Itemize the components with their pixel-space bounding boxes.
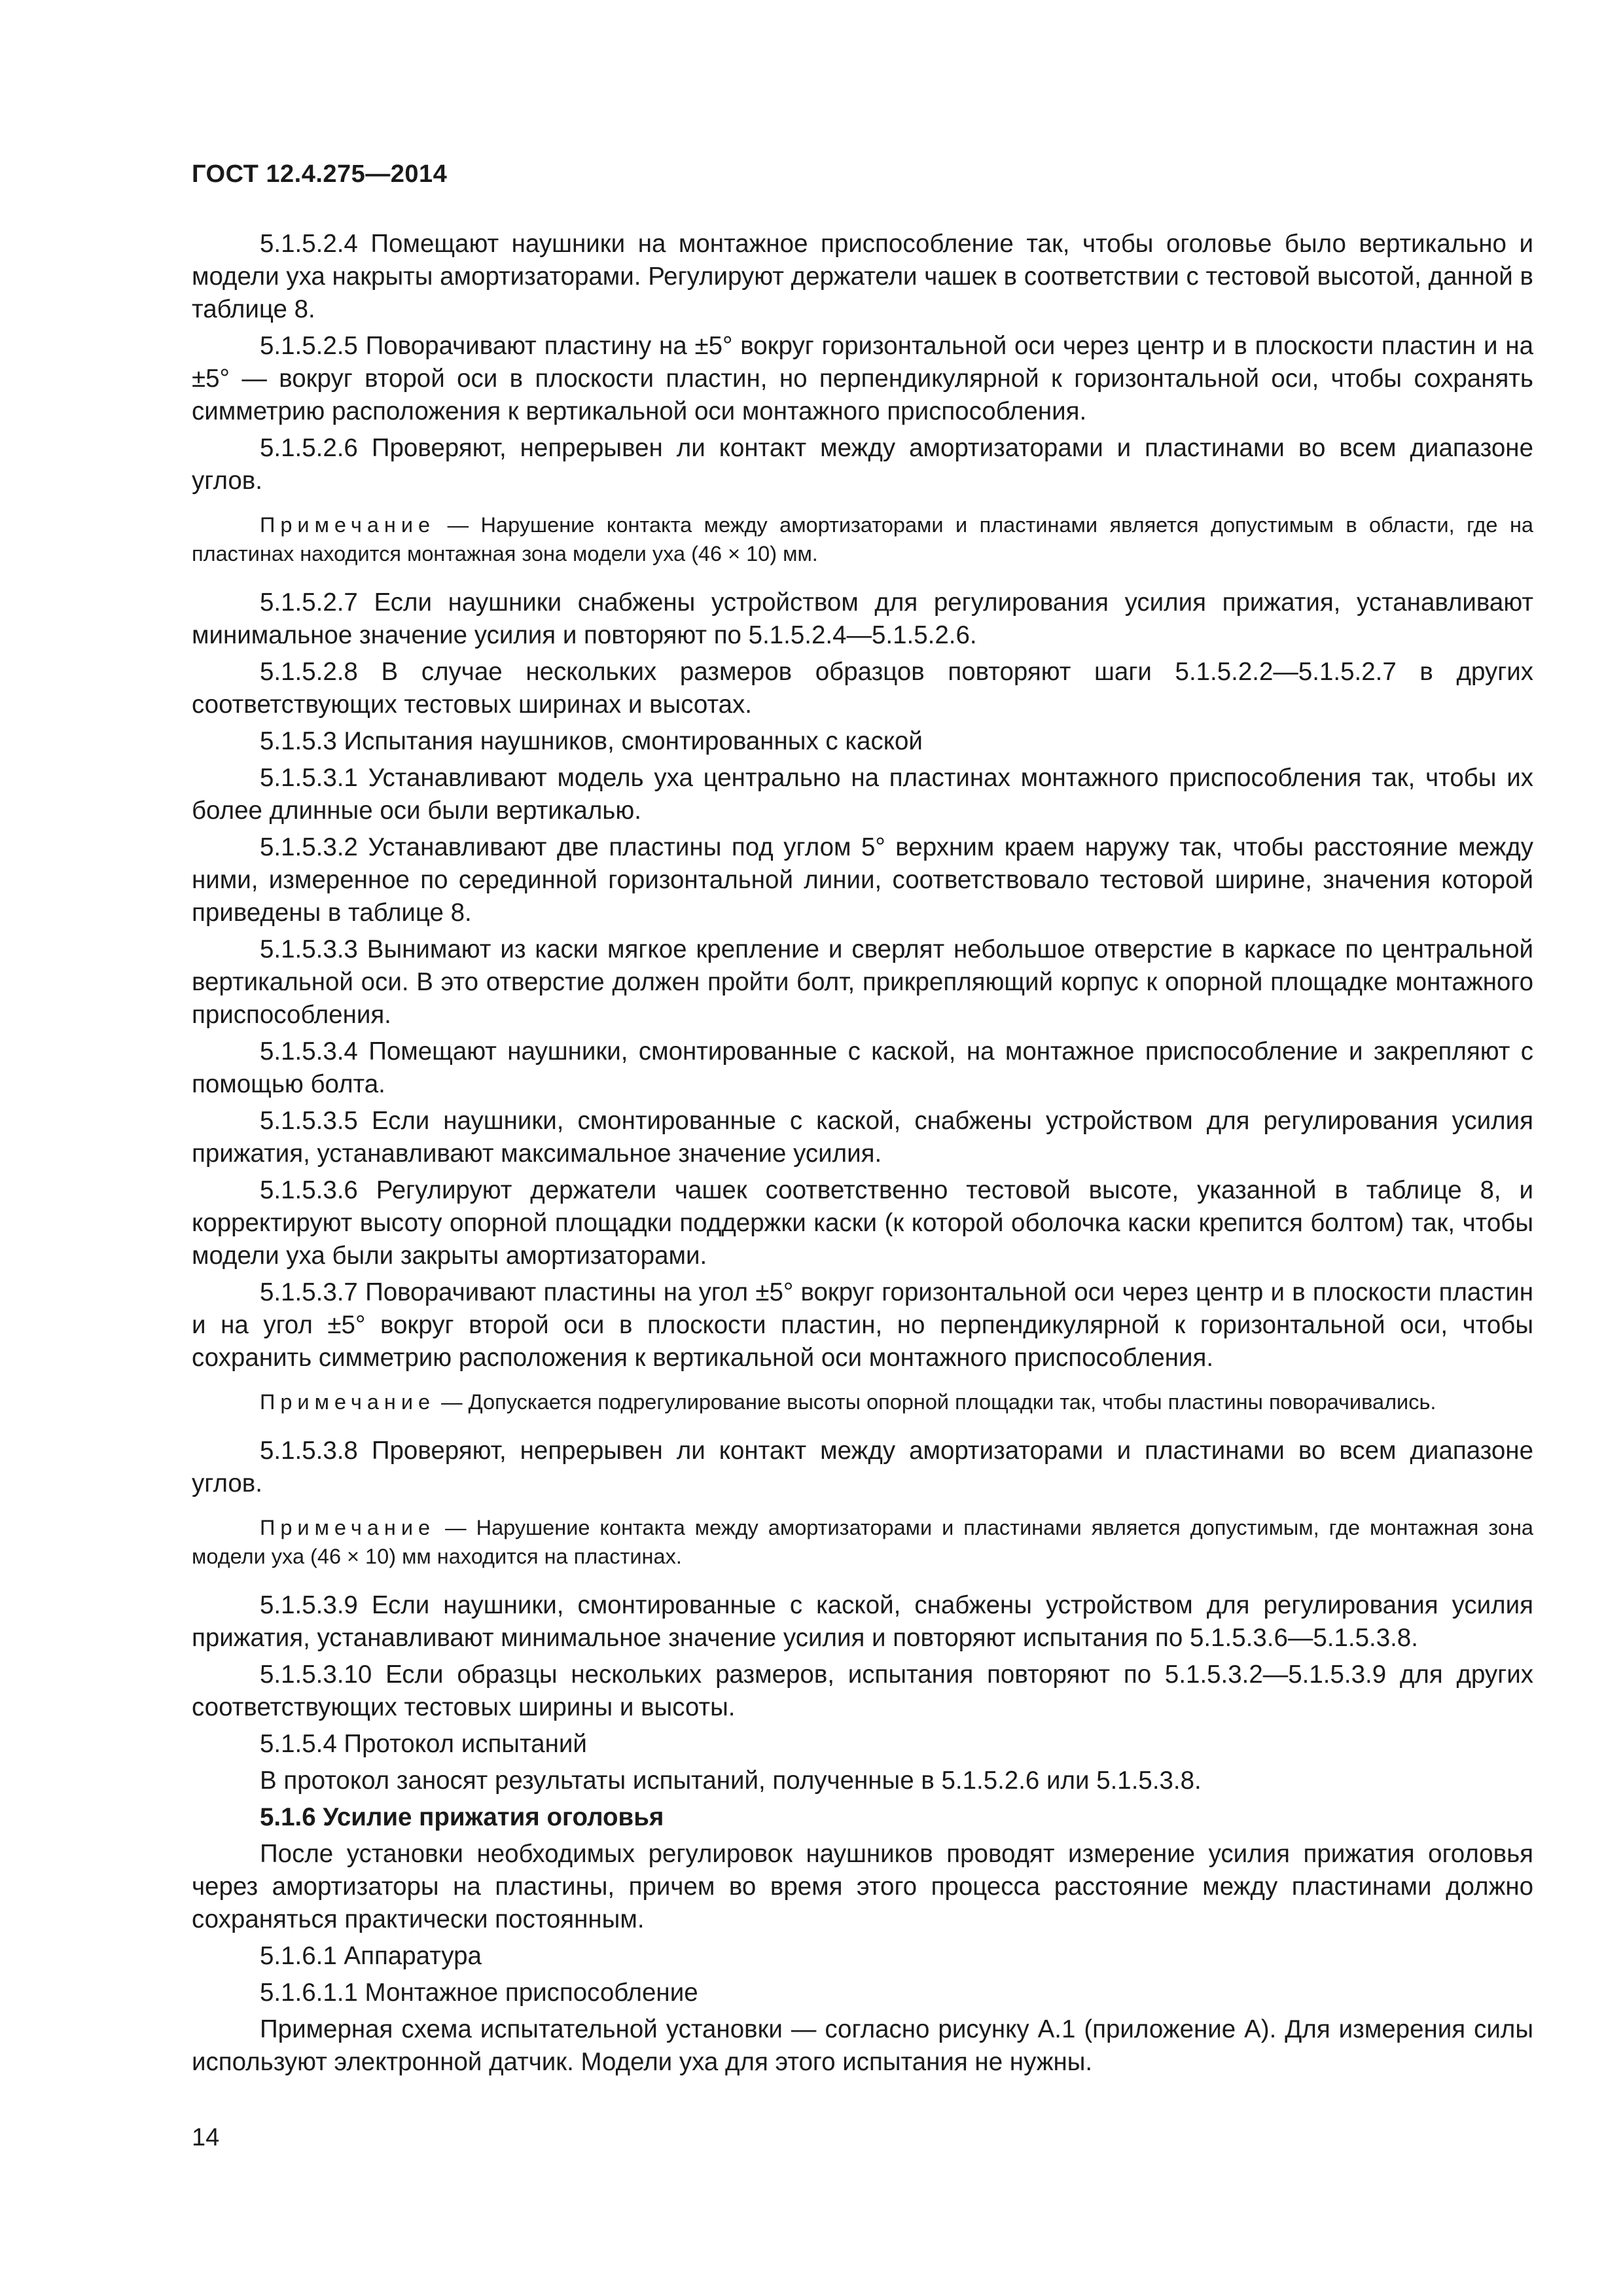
paragraph-5-1-5-3-2: 5.1.5.3.2 Устанавливают две пластины под углом 5° верхним краем наружу так, чтобы расстояние между ними, измеренное по серединной горизонтальной линии, соответствовало тестовой ширине, значения которой приведены в таблице 8. [192, 833, 1533, 927]
paragraph-5-1-6-intro: После установки необходимых регулировок наушников проводят измерение усилия прижатия оголовья через амортизаторы на пластины, причем во время этого процесса расстояние между пластинами должно сохраняться практически постоянным. [192, 1840, 1533, 1933]
note-3 [192, 1513, 1533, 1571]
paragraph-5-1-6-1-1: 5.1.6.1.1 Монтажное приспособление [260, 1979, 698, 2007]
note-text: — Нарушение контакта между амортизаторами и пластинами является допустимым, где монтажная зона модели уха (46 × 10) мм находится на пластинах. [192, 1516, 1533, 1568]
note-label: Примечание [260, 1516, 436, 1539]
paragraph-protocol: В протокол заносят результаты испытаний, полученные в 5.1.5.2.6 или 5.1.5.3.8. [260, 1767, 1202, 1795]
paragraph-5-1-5-2-4: 5.1.5.2.4 Помещают наушники на монтажное приспособление так, чтобы оголовье было вертикально и модели уха накрыты амортизаторами. Регулируют держатели чашек в соответствии с тестовой высотой, данной в таблице 8. [192, 230, 1533, 323]
paragraph-5-1-6-1: 5.1.6.1 Аппаратура [260, 1942, 482, 1970]
page-number: 14 [192, 2124, 220, 2151]
paragraph-5-1-5-2-8: 5.1.5.2.8 В случае нескольких размеров образцов повторяют шаги 5.1.5.2.2—5.1.5.2.7 в других соответствующих тестовых ширинах и высотах. [192, 658, 1533, 719]
paragraph-5-1-5-3-5: 5.1.5.3.5 Если наушники, смонтированные с каской, снабжены устройством для регулирования усилия прижатия, устанавливают максимальное значение усилия. [192, 1107, 1533, 1168]
document-code-header: ГОСТ 12.4.275—2014 [192, 160, 448, 188]
paragraph-5-1-5-3: 5.1.5.3 Испытания наушников, смонтированных с каской [260, 727, 923, 755]
page-body [192, 228, 1533, 2083]
paragraph-5-1-5-3-10: 5.1.5.3.10 Если образцы нескольких размеров, испытания повторяют по 5.1.5.3.2—5.1.5.3.9 для других соответствующих тестовых ширины и высоты. [192, 1660, 1533, 1721]
note-label: Примечание [260, 1390, 436, 1414]
paragraph-5-1-5-3-8: 5.1.5.3.8 Проверяют, непрерывен ли контакт между амортизаторами и пластинами во всем диапазоне углов. [192, 1437, 1533, 1498]
note-text: — Нарушение контакта между амортизаторами и пластинами является допустимым в области, где на пластинах находится монтажная зона модели уха (46 × 10) мм. [192, 513, 1533, 565]
note-1 [192, 511, 1533, 568]
paragraph-5-1-5-3-3: 5.1.5.3.3 Вынимают из каски мягкое крепление и сверлят небольшое отверстие в каркасе по центральной вертикальной оси. В это отверстие должен пройти болт, прикрепляющий корпус к опорной площадке монтажного приспособления. [192, 935, 1533, 1029]
paragraph-5-1-5-2-5: 5.1.5.2.5 Поворачивают пластину на ±5° вокруг горизонтальной оси через центр и в плоскости пластин и на ±5° — вокруг второй оси в плоскости пластин, но перпендикулярной к горизонтальной оси, чтобы сохранять симметрию расположения к вертикальной оси монтажного приспособления. [192, 332, 1533, 425]
paragraph-5-1-5-3-6: 5.1.5.3.6 Регулируют держатели чашек соответственно тестовой высоте, указанной в таблице 8, и корректируют высоту опорной площадки поддержки каски (к которой оболочка каски крепится болтом) так, чтобы модели уха были закрыты амортизаторами. [192, 1176, 1533, 1270]
paragraph-5-1-5-3-1: 5.1.5.3.1 Устанавливают модель уха центрально на пластинах монтажного приспособления так, чтобы их более длинные оси были вертикалью. [192, 764, 1533, 825]
paragraph-5-1-5-3-7: 5.1.5.3.7 Поворачивают пластины на угол ±5° вокруг горизонтальной оси через центр и в плоскости пластин и на угол ±5° вокруг второй оси в плоскости пластин, но перпендикулярной к горизонтальной оси, чтобы сохранить симметрию расположения к вертикальной оси монтажного приспособления. [192, 1278, 1533, 1372]
paragraph-5-1-5-2-6: 5.1.5.2.6 Проверяют, непрерывен ли контакт между амортизаторами и пластинами во всем диапазоне углов. [192, 434, 1533, 495]
note-label: Примечание [260, 513, 436, 537]
paragraph-5-1-5-3-4: 5.1.5.3.4 Помещают наушники, смонтированные с каской, на монтажное приспособление и закрепляют с помощью болта. [192, 1037, 1533, 1098]
section-heading-5-1-6: 5.1.6 Усилие прижатия оголовья [260, 1803, 664, 1831]
paragraph-5-1-5-4: 5.1.5.4 Протокол испытаний [260, 1730, 587, 1758]
paragraph-test-setup: Примерная схема испытательной установки — согласно рисунку А.1 (приложение А). Для измерения силы используют электронной датчик. Модели уха для этого испытания не нужны. [192, 2015, 1533, 2076]
paragraph-5-1-5-3-9: 5.1.5.3.9 Если наушники, смонтированные с каской, снабжены устройством для регулирования усилия прижатия, устанавливают минимальное значение усилия и повторяют испытания по 5.1.5.3.6—5.1.5.3.8. [192, 1591, 1533, 1652]
note-text: — Допускается подрегулирование высоты опорной площадки так, чтобы пластины поворачивались. [435, 1390, 1436, 1414]
paragraph-5-1-5-2-7: 5.1.5.2.7 Если наушники снабжены устройством для регулирования усилия прижатия, устанавливают минимальное значение усилия и повторяют по 5.1.5.2.4—5.1.5.2.6. [192, 588, 1533, 649]
note-2 [192, 1388, 1533, 1416]
